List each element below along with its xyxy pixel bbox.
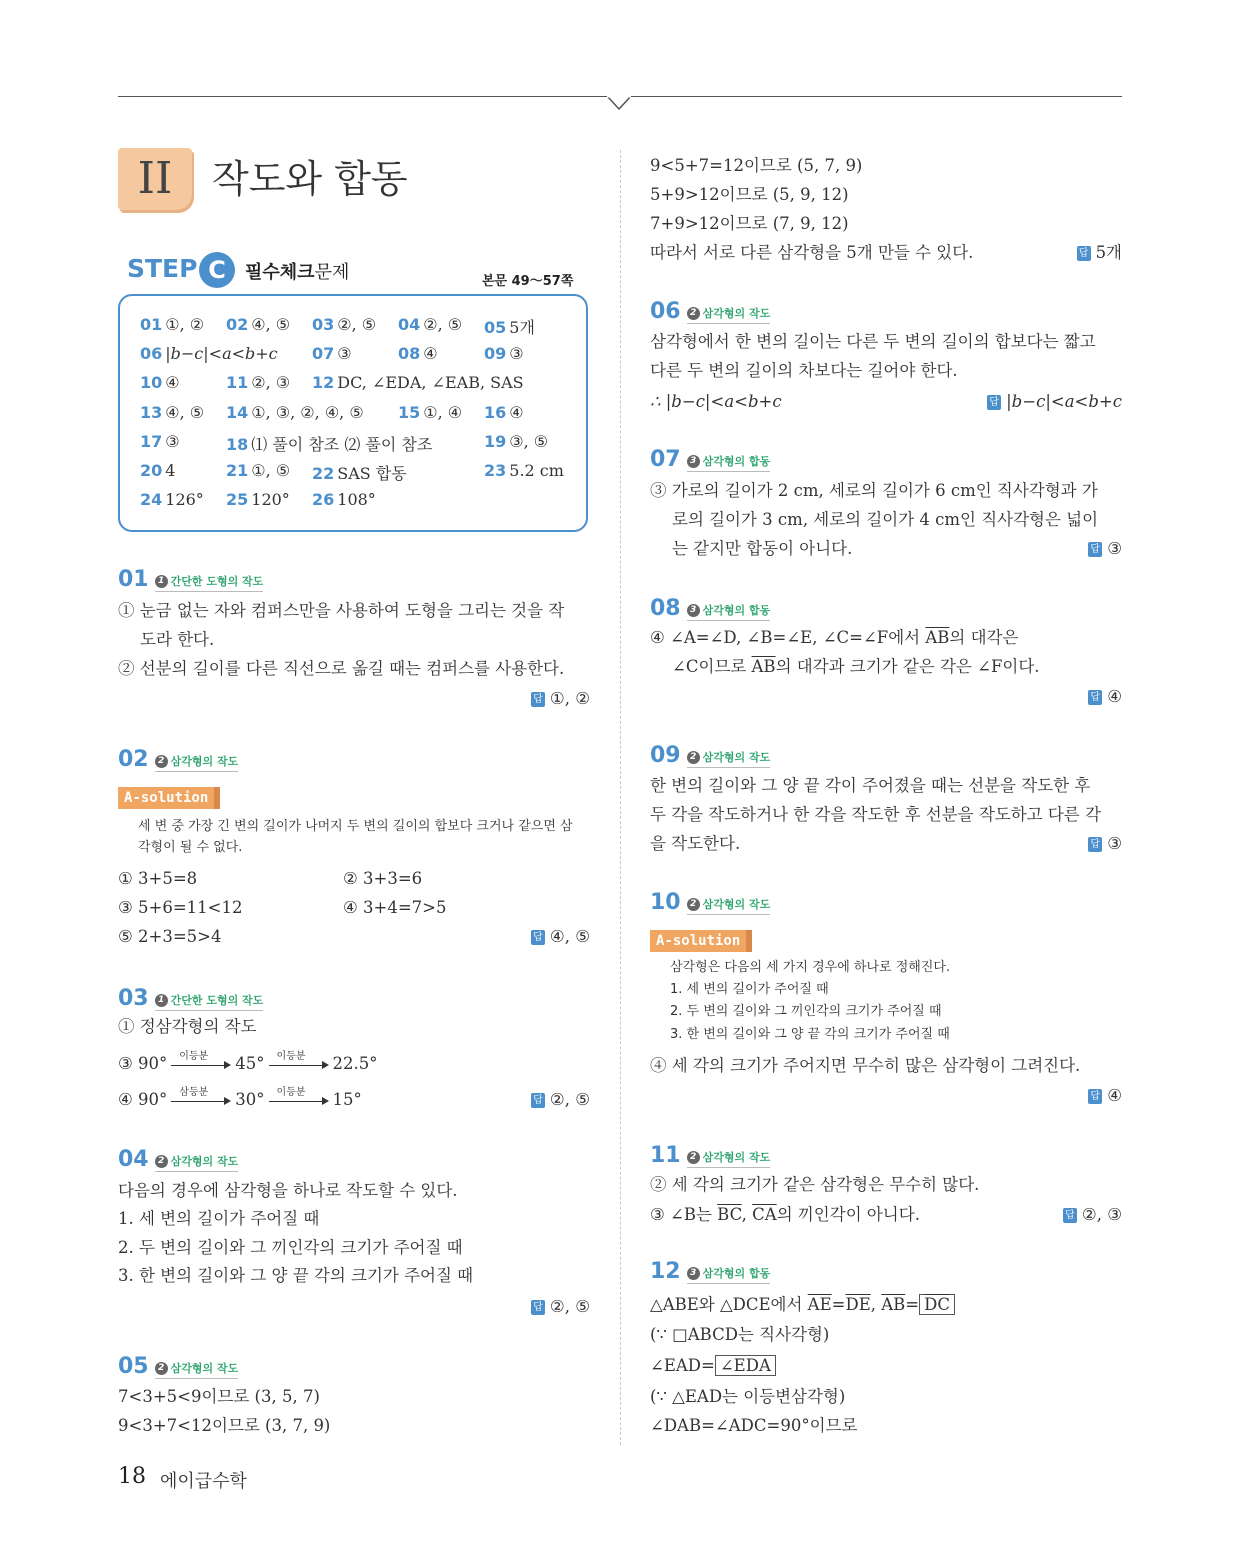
answer-number: 05	[484, 318, 507, 337]
answer-number: 10	[140, 373, 163, 392]
answer-number: 23	[484, 461, 507, 480]
answer-summary-item	[226, 461, 290, 480]
answer-number: 08	[398, 344, 421, 363]
q06-line: 삼각형에서 한 변의 길이는 다른 두 변의 길이의 합보다는 짧고	[650, 332, 1096, 351]
q02-item: ③ 5+6=11<12	[118, 898, 243, 917]
answer-number: 07	[312, 344, 335, 363]
step-letter-badge: C	[199, 252, 235, 288]
answer-value: ④	[509, 403, 524, 422]
q06-line: ∴ |b−c|<a<b+c	[650, 392, 782, 411]
answer-summary-item	[312, 373, 524, 392]
q02-item: ⑤ 2+3=5>4	[118, 927, 222, 946]
answer-value: ④	[423, 344, 438, 363]
answer-summary-item	[226, 432, 432, 455]
answer-value: |b−c|<a<b+c	[165, 344, 278, 363]
step-page-reference: 본문 49～57쪽	[482, 274, 574, 289]
answer-number: 14	[226, 403, 249, 422]
q06-line: 다른 두 변의 길이의 차보다는 길어야 한다.	[650, 361, 958, 380]
q03-bisect-line: ③ 90° 이등분 45° 이등분 22.5°	[118, 1050, 378, 1073]
answer-summary-item	[140, 344, 278, 363]
q10-solution-line: 삼각형은 다음의 세 가지 경우에 하나로 정해진다.	[670, 960, 951, 975]
answer-summary-item	[398, 403, 462, 422]
question-04-header: 04 2 삼각형의 작도	[118, 1147, 239, 1172]
arrow-icon: 이등분	[171, 1060, 231, 1070]
answer-number: 25	[226, 490, 249, 509]
answer-value: ④, ⑤	[165, 403, 205, 422]
question-02-header: 02 2 삼각형의 작도	[118, 747, 239, 772]
q09-line: 두 각을 작도하거나 한 각을 작도한 후 선분을 작도하고 다른 각	[650, 805, 1101, 824]
q07-line: 로의 길이가 3 cm, 세로의 길이가 4 cm인 직사각형은 넓이	[672, 510, 1099, 529]
step-title: 필수체크문제	[245, 262, 350, 283]
answer-summary-item	[312, 344, 352, 363]
answer-value: ②, ③	[251, 373, 291, 392]
q07-line: 는 같지만 합동이 아니다.	[672, 539, 853, 558]
answer-value: 5.2 cm	[509, 461, 564, 480]
question-07-header: 07 3 삼각형의 합동	[650, 447, 771, 472]
q11-line: ③ ∠B는 $\overline{BC}$, $\overline{CA}$의 끼인각이 아니다.	[650, 1205, 920, 1224]
answer-value: ①, ④	[423, 403, 463, 422]
answer-value: ④, ⑤	[251, 315, 291, 334]
answer-value: ③	[165, 432, 180, 451]
q08-line: ④ ∠A=∠D, ∠B=∠E, ∠C=∠F에서 $\overline{AB}$의 대각은	[650, 628, 1019, 647]
answer-number: 03	[312, 315, 335, 334]
answer-value: 4	[165, 461, 176, 480]
q04-line: 1. 세 변의 길이가 주어질 때	[118, 1209, 320, 1228]
answer-summary-item	[226, 373, 290, 392]
answer-summary-item	[484, 344, 524, 363]
answer-number: 15	[398, 403, 421, 422]
arrow-icon: 이등분	[269, 1096, 329, 1106]
answer-summary-item	[484, 461, 564, 480]
step-label: STEP	[127, 254, 198, 283]
answer-number: 09	[484, 344, 507, 363]
a-solution-label: A-solution	[650, 930, 752, 952]
answer-value: 126°	[165, 490, 204, 509]
q05-cont-line: 9<5+7=12이므로 (5, 7, 9)	[650, 156, 863, 175]
q10-solution-line: 1. 세 변의 길이가 주어질 때	[670, 982, 829, 997]
q08-line: ∠C이므로 $\overline{AB}$의 대각과 크기가 같은 각은 ∠F이다.	[672, 657, 1040, 676]
answer-number: 11	[226, 373, 249, 392]
q05-cont-line: 따라서 서로 다른 삼각형을 5개 만들 수 있다.	[650, 243, 974, 262]
answer-number: 12	[312, 373, 335, 392]
answer-summary-item	[140, 403, 204, 422]
q02-solution-line: 각형이 될 수 없다.	[138, 840, 243, 855]
q01-line: ① 눈금 없는 자와 컴퍼스만을 사용하여 도형을 그리는 것을 작	[118, 601, 565, 620]
chapter-title: 작도와 합동	[212, 157, 408, 201]
q11-answer: 답 ②, ③	[972, 1204, 1122, 1226]
answer-blank-box: ∠EDA	[715, 1355, 776, 1376]
q12-line: △ABE와 △DCE에서 $\overline{AE}=\overline{DE}$, $\overline{AB}= \overline{DC}$	[650, 1294, 955, 1316]
q02-answer: 답 ④, ⑤	[440, 926, 590, 948]
answer-number: 17	[140, 432, 163, 451]
answer-number: 16	[484, 403, 507, 422]
q03-answer: 답 ②, ⑤	[440, 1089, 590, 1111]
header-notch-icon	[607, 96, 631, 110]
q04-answer: 답 ②, ⑤	[440, 1296, 590, 1318]
page-number: 18	[118, 1464, 146, 1489]
answer-number: 02	[226, 315, 249, 334]
question-12-header: 12 3 삼각형의 합동	[650, 1259, 771, 1284]
q02-item: ① 3+5=8	[118, 869, 198, 888]
q06-answer: 답 |b−c|<a<b+c	[872, 391, 1122, 413]
answer-number: 21	[226, 461, 249, 480]
answer-blank-box: $\overline{DC}$	[919, 1294, 955, 1315]
answer-value: 108°	[337, 490, 376, 509]
question-03-header: 03 1 간단한 도형의 작도	[118, 986, 264, 1011]
q01-line: ② 선분의 길이를 다른 직선으로 옮길 때는 컴퍼스를 사용한다.	[118, 659, 565, 678]
answer-number: 01	[140, 315, 163, 334]
answer-summary-item	[398, 315, 462, 334]
answer-value: ①, ⑤	[251, 461, 291, 480]
q10-solution-line: 3. 한 변의 길이와 그 양 끝 각의 크기가 주어질 때	[670, 1027, 950, 1042]
answer-summary-item	[398, 344, 438, 363]
q02-solution-line: 세 변 중 가장 긴 변의 길이가 나머지 두 변의 길이의 합보다 크거나 같으면 삼	[138, 819, 573, 834]
q07-line: ③ 가로의 길이가 2 cm, 세로의 길이가 6 cm인 직사각형과 가	[650, 481, 1098, 500]
answer-value: 5개	[509, 318, 535, 337]
q05-line: 9<3+7<12이므로 (3, 7, 9)	[118, 1416, 331, 1435]
arrow-icon: 이등분	[269, 1060, 329, 1070]
q01-line: 도라 한다.	[140, 630, 215, 649]
answer-value: ②, ⑤	[337, 315, 377, 334]
answer-summary-item	[140, 373, 180, 392]
answer-value: ③	[509, 344, 524, 363]
answer-summary-item	[140, 490, 204, 509]
answer-value: 120°	[251, 490, 290, 509]
answer-summary-item	[226, 315, 290, 334]
answer-value: ②, ⑤	[423, 315, 463, 334]
q02-item: ④ 3+4=7>5	[343, 898, 447, 917]
q01-answer: 답 ①, ②	[440, 688, 590, 710]
answer-number: 18	[226, 435, 249, 454]
answer-summary-item	[226, 403, 364, 422]
answer-summary-item	[484, 315, 535, 338]
question-01-header: 01 1 간단한 도형의 작도	[118, 567, 264, 592]
answer-value: DC, ∠EDA, ∠EAB, SAS	[337, 373, 524, 392]
question-06-header: 06 2 삼각형의 작도	[650, 299, 771, 324]
question-10-header: 10 2 삼각형의 작도	[650, 890, 771, 915]
q03-line: ① 정삼각형의 작도	[118, 1017, 257, 1036]
answer-number: 26	[312, 490, 335, 509]
question-08-header: 08 3 삼각형의 합동	[650, 596, 771, 621]
answer-summary-item	[140, 461, 175, 480]
arrow-icon: 삼등분	[171, 1096, 231, 1106]
question-09-header: 09 2 삼각형의 작도	[650, 743, 771, 768]
q05-cont-line: 5+9>12이므로 (5, 9, 12)	[650, 185, 849, 204]
answer-summary-item	[312, 315, 376, 334]
q09-answer: 답 ③	[972, 833, 1122, 855]
answer-number: 22	[312, 464, 335, 483]
answer-summary-item	[312, 490, 376, 509]
q04-line: 2. 두 변의 길이와 그 끼인각의 크기가 주어질 때	[118, 1238, 463, 1257]
q05-cont-line: 7+9>12이므로 (7, 9, 12)	[650, 214, 849, 233]
answer-value: SAS 합동	[337, 464, 407, 483]
q12-line: (∵ □ABCD는 직사각형)	[650, 1325, 830, 1344]
answer-number: 06	[140, 344, 163, 363]
answer-number: 24	[140, 490, 163, 509]
q04-line: 다음의 경우에 삼각형을 하나로 작도할 수 있다.	[118, 1181, 458, 1200]
q12-line: ∠EAD= ∠EDA	[650, 1355, 776, 1377]
answer-number: 19	[484, 432, 507, 451]
answer-summary-item	[140, 315, 204, 334]
answer-value: ③, ⑤	[509, 432, 549, 451]
question-11-header: 11 2 삼각형의 작도	[650, 1143, 771, 1168]
q09-line: 한 변의 길이와 그 양 끝 각이 주어졌을 때는 선분을 작도한 후	[650, 776, 1091, 795]
answer-summary-item	[226, 490, 290, 509]
book-title: 에이급수학	[160, 1471, 247, 1492]
chapter-numeral: II	[118, 148, 192, 210]
question-05-header: 05 2 삼각형의 작도	[118, 1354, 239, 1379]
q07-answer: 답 ③	[972, 538, 1122, 560]
column-divider	[620, 150, 621, 1445]
answer-summary-item	[484, 403, 524, 422]
a-solution-label: A-solution	[118, 787, 220, 809]
answer-number: 04	[398, 315, 421, 334]
q10-answer: 답 ④	[972, 1085, 1122, 1107]
q12-line: (∵ △EAD는 이등변삼각형)	[650, 1387, 846, 1406]
q02-item: ② 3+3=6	[343, 869, 423, 888]
q08-answer: 답 ④	[972, 686, 1122, 708]
answer-value: ⑴ 풀이 참조 ⑵ 풀이 참조	[251, 435, 433, 454]
answer-number: 20	[140, 461, 163, 480]
q04-line: 3. 한 변의 길이와 그 양 끝 각의 크기가 주어질 때	[118, 1266, 474, 1285]
answer-value: ④	[165, 373, 180, 392]
q05-line: 7<3+5<9이므로 (3, 5, 7)	[118, 1387, 320, 1406]
answer-summary-item	[484, 432, 548, 451]
answer-number: 13	[140, 403, 163, 422]
answer-value: ①, ②	[165, 315, 205, 334]
answer-summary-item	[312, 461, 407, 484]
q03-trisect-line: ④ 90° 삼등분 30° 이등분 15°	[118, 1086, 362, 1109]
answer-value: ③	[337, 344, 352, 363]
answer-summary-item	[140, 432, 180, 451]
answer-value: ①, ③, ②, ④, ⑤	[251, 403, 364, 422]
q10-line: ④ 세 각의 크기가 주어지면 무수히 많은 삼각형이 그려진다.	[650, 1056, 1081, 1075]
q09-line: 을 작도한다.	[650, 834, 741, 853]
q12-line: ∠DAB=∠ADC=90°이므로	[650, 1416, 858, 1435]
q05-answer: 답 5개	[972, 242, 1122, 264]
q10-solution-line: 2. 두 변의 길이와 그 끼인각의 크기가 주어질 때	[670, 1004, 942, 1019]
q11-line: ② 세 각의 크기가 같은 삼각형은 무수히 많다.	[650, 1175, 980, 1194]
